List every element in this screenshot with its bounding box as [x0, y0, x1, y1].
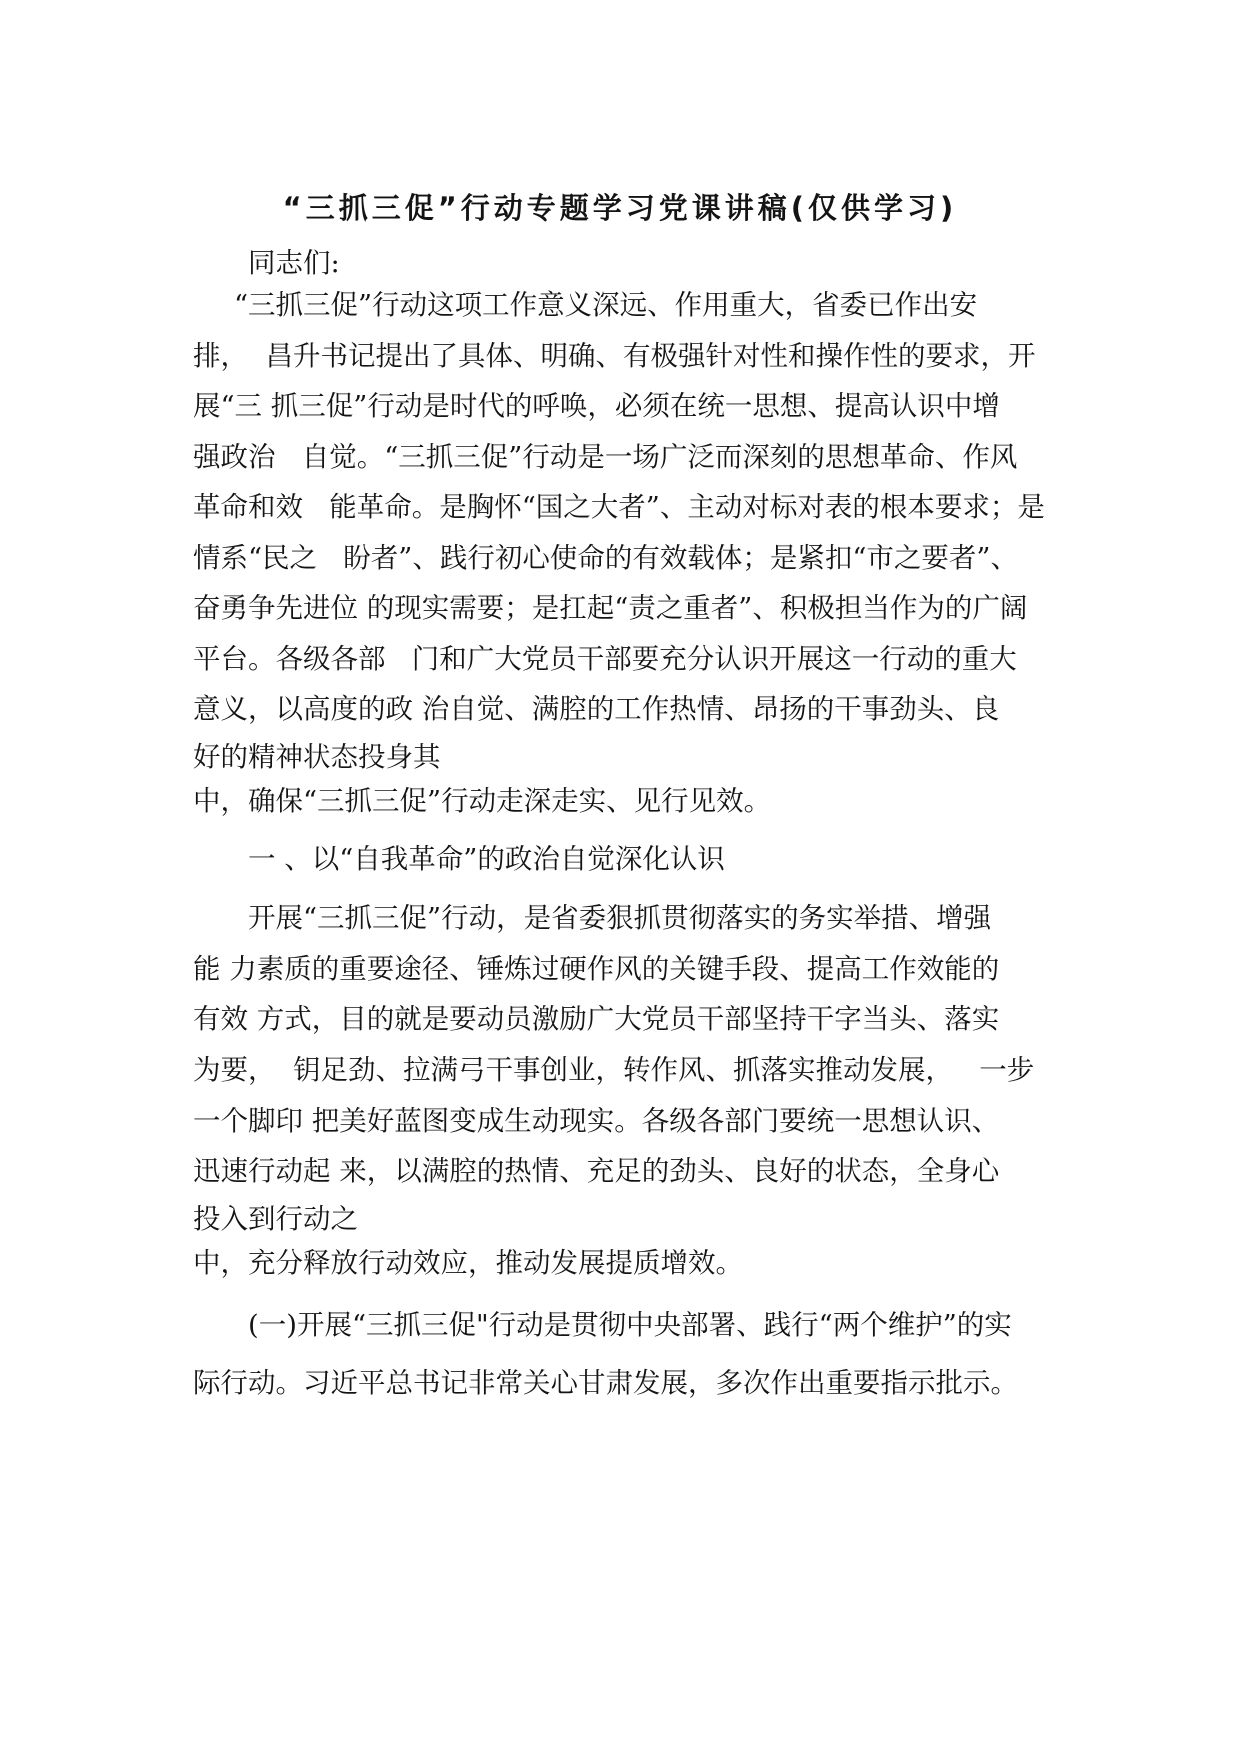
- paragraph-line: 好的精神状态投身其: [193, 741, 441, 773]
- paragraph-line: 排， 昌升书记提出了具体、明确、有极强针对性和操作性的要求，开: [193, 340, 1036, 372]
- paragraph-line: 能 力素质的重要途径、锤炼过硬作风的关键手段、提高工作效能的: [193, 953, 1000, 985]
- paragraph-line: “三抓三促”行动这项工作意义深远、作用重大，省委已作出安: [234, 289, 978, 321]
- document-title: “三抓三促”行动专题学习党课讲稿(仅供学习): [282, 191, 958, 225]
- paragraph-line: 开展“三抓三促”行动，是省委狠抓贯彻落实的务实举措、增强: [248, 902, 992, 934]
- paragraph-line: 一个脚印 把美好蓝图变成生动现实。各级各部门要统一思想认识、: [193, 1105, 1000, 1137]
- paragraph-line: 迅速行动起 来，以满腔的热情、充足的劲头、良好的状态，全身心: [193, 1155, 1000, 1187]
- paragraph-line: 平台。各级各部 门和广大党员干部要充分认识开展这一行动的重大: [193, 643, 1017, 675]
- paragraph-line: 中，充分释放行动效应，推动发展提质增效。: [193, 1247, 743, 1279]
- paragraph-line: 情系“民之 盼者”、践行初心使命的有效载体；是紧扣“市之要者”、: [193, 542, 1018, 574]
- paragraph-line: 展“三 抓三促”行动是时代的呼唤，必须在统一思想、提高认识中增: [193, 390, 1000, 422]
- paragraph-line: 为要， 钥足劲、拉满弓干事创业，转作风、抓落实推动发展， 一步: [193, 1054, 1035, 1086]
- paragraph-line: 有效 方式，目的就是要动员激励广大党员干部坚持干字当头、落实: [193, 1003, 1000, 1035]
- paragraph-line: 奋勇争先进位 的现实需要；是扛起“责之重者”、积极担当作为的广阔: [193, 592, 1028, 624]
- paragraph-line: 投入到行动之: [193, 1203, 358, 1235]
- section-heading: 一 、以“自我革命”的政治自觉深化认识: [248, 843, 725, 875]
- paragraph-line: 意义，以高度的政 治自觉、满腔的工作热情、昂扬的干事劲头、良: [193, 693, 1000, 725]
- paragraph-line: 际行动。习近平总书记非常关心甘肃发展，多次作出重要指示批示。: [193, 1367, 1018, 1399]
- subsection-line: (一)开展“三抓三促"行动是贯彻中央部署、践行“两个维护”的实: [248, 1309, 1012, 1341]
- paragraph-line: 中，确保“三抓三促”行动走深走实、见行见效。: [193, 785, 772, 817]
- paragraph-line: 革命和效 能革命。是胸怀“国之大者”、主动对标对表的根本要求；是: [193, 491, 1045, 523]
- salutation: 同志们:: [248, 247, 340, 279]
- paragraph-line: 强政治 自觉。“三抓三促”行动是一场广泛而深刻的思想革命、作风: [193, 441, 1018, 473]
